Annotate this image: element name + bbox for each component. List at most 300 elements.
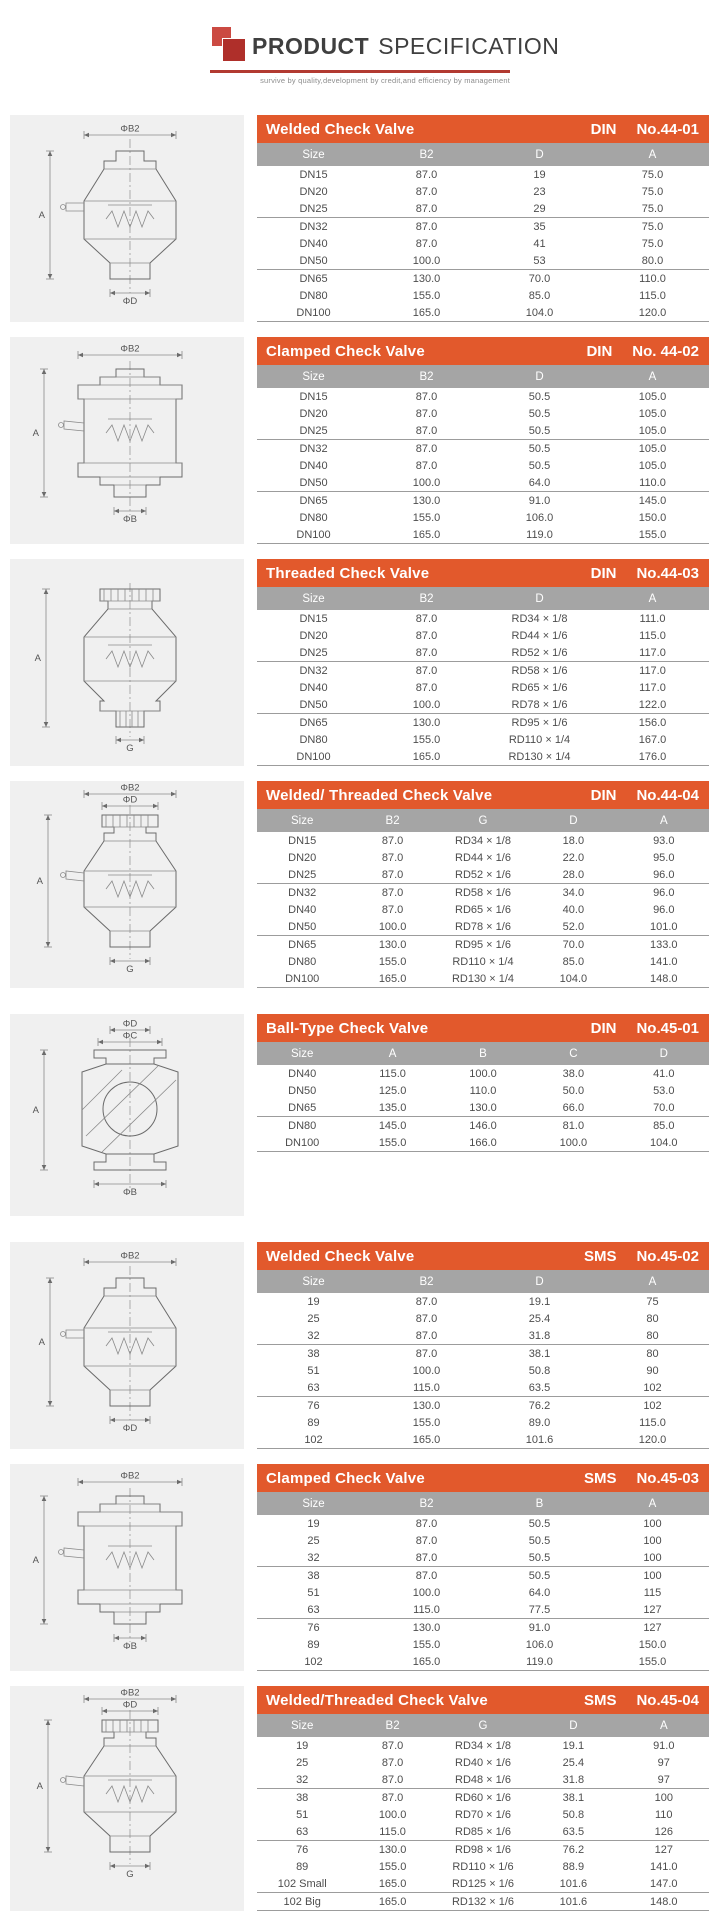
header-row (257, 809, 709, 832)
table-title-bar (257, 1242, 709, 1270)
table-cell: 165.0 (370, 526, 483, 544)
table-row (257, 731, 709, 748)
standard-code: No.44-03 (636, 564, 699, 582)
table-row (257, 866, 709, 884)
table-row (257, 270, 709, 288)
dim-label: A (32, 428, 39, 439)
standard-label: SMS (583, 1691, 617, 1709)
table-row (257, 1397, 709, 1415)
table-cell: DN20 (299, 185, 328, 198)
table-cell: DN100 (257, 970, 347, 988)
spec-section (10, 115, 720, 322)
table-cell: 155.0 (596, 1653, 709, 1671)
table-row (257, 200, 709, 218)
table-row (257, 1601, 709, 1619)
table-cell: 100 (643, 1569, 662, 1582)
tagline: survive by quality,development by credit,and efficiency by management (260, 76, 510, 85)
column-header: A (596, 587, 709, 610)
spec-table (257, 143, 709, 322)
table-cell: 87.0 (415, 1569, 438, 1582)
table-row (257, 457, 709, 474)
table-row (257, 1431, 709, 1449)
table-cell: 102 Small (257, 1875, 347, 1893)
table-cell: 51 (307, 1364, 320, 1377)
table-cell: 87.0 (381, 1739, 404, 1752)
table-cell: RD58 × 1/6 (455, 886, 511, 899)
table-cell: 100.0 (469, 1067, 497, 1080)
table-cell: DN20 (299, 407, 328, 420)
table-cell: 145.0 (378, 1119, 407, 1132)
table-row (257, 679, 709, 696)
table-cell: 25.4 (528, 1312, 551, 1325)
table-cell: 25 (307, 1534, 320, 1547)
dim-label: G (126, 1869, 134, 1880)
standard-code: No.44-04 (636, 786, 699, 804)
table-row (257, 509, 709, 526)
column-header: Size (257, 365, 370, 388)
title-underline (210, 70, 510, 73)
table-cell: 53 (483, 252, 596, 270)
table-row (257, 1117, 709, 1135)
table-row (257, 970, 709, 988)
table-row (257, 405, 709, 422)
table-cell: DN32 (299, 220, 328, 233)
table-row (257, 1379, 709, 1397)
spec-table-panel (257, 1014, 709, 1216)
table-row (257, 714, 709, 732)
table-cell: 104.0 (528, 970, 618, 988)
table-cell: 50.5 (528, 1517, 551, 1530)
table-row (257, 1293, 709, 1310)
table-cell: 105.0 (638, 459, 667, 472)
dimension-line (84, 1251, 176, 1267)
table-cell: DN80 (288, 955, 317, 968)
table-cell: 100 (596, 1549, 709, 1567)
table-cell: 127 (654, 1843, 673, 1856)
table-cell: 91.0 (528, 494, 551, 507)
dim-label: A (32, 1555, 39, 1566)
table-cell: 63 (257, 1823, 347, 1841)
table-cell: 155.0 (378, 955, 407, 968)
table-row (257, 1082, 709, 1099)
table-cell: 106.0 (525, 1638, 554, 1651)
table-cell: 80.0 (596, 252, 709, 270)
valve-drawing (10, 1464, 244, 1666)
valve-drawing (10, 781, 244, 983)
table-cell: 41 (533, 237, 546, 250)
standard-label: SMS (583, 1247, 617, 1265)
table-cell: 70.0 (528, 272, 551, 285)
spec-table-panel (257, 1242, 709, 1449)
table-cell: RD60 × 1/6 (455, 1791, 511, 1804)
table-cell: 87.0 (415, 168, 438, 181)
table-row (257, 1893, 709, 1911)
table-cell: DN100 (257, 1134, 347, 1152)
table-cell: RD98 × 1/6 (455, 1843, 511, 1856)
column-header: Size (257, 1492, 370, 1515)
spec-section (10, 781, 720, 988)
table-cell: RD110 × 1/6 (452, 1860, 514, 1873)
table-cell: DN40 (299, 459, 328, 472)
valve-drawing (10, 115, 244, 317)
table-cell: 87.0 (381, 834, 404, 847)
header-row (257, 1714, 709, 1737)
table-cell: RD95 × 1/6 (455, 938, 511, 951)
table-cell: DN40 (299, 681, 328, 694)
table-cell: 38.1 (562, 1791, 585, 1804)
table-cell: 176.0 (596, 748, 709, 766)
standard-label: DIN (590, 120, 617, 138)
table-cell: DN65 (299, 494, 328, 507)
spec-table (257, 587, 709, 766)
logo-square-dark (222, 38, 245, 61)
table-row (257, 252, 709, 270)
spec-table (257, 1042, 709, 1152)
table-cell: 95.0 (653, 851, 675, 864)
brand-logo-icon (210, 26, 252, 66)
dimension-line (110, 1416, 150, 1434)
table-cell: 150.0 (638, 511, 667, 524)
table-cell: DN20 (299, 629, 328, 642)
column-header: Size (257, 1042, 347, 1065)
table-cell: DN32 (299, 442, 328, 455)
table-cell: 53.0 (653, 1084, 675, 1097)
table-cell: 89 (296, 1860, 309, 1873)
column-header: B2 (347, 809, 437, 832)
spec-table-panel (257, 1686, 709, 1911)
table-cell: 110.0 (596, 474, 709, 492)
spec-table-panel (257, 559, 709, 766)
table-cell: 120.0 (596, 1431, 709, 1449)
table-title: Clamped Check Valve (266, 1469, 425, 1487)
table-cell: 155.0 (412, 511, 441, 524)
column-header: B (483, 1492, 596, 1515)
table-cell: DN40 (288, 1067, 317, 1080)
table-row (257, 235, 709, 252)
table-cell: 89 (307, 1638, 320, 1651)
table-cell: 110.0 (639, 272, 666, 285)
standard-code: No. 44-02 (632, 342, 699, 360)
dimension-line (78, 344, 182, 360)
table-row (257, 832, 709, 849)
table-cell: 100.0 (528, 1134, 618, 1152)
table-cell: RD78 × 1/6 (438, 918, 528, 936)
table-cell: 100 (643, 1517, 662, 1530)
table-cell: 19.1 (562, 1739, 585, 1752)
page-title (252, 33, 559, 60)
table-cell: 100.0 (370, 252, 483, 270)
table-cell: DN65 (299, 272, 328, 285)
table-row (257, 1567, 709, 1585)
table-cell: 89.0 (528, 1416, 551, 1429)
table-cell: DN80 (299, 511, 328, 524)
table-cell: 122.0 (596, 696, 709, 714)
column-header: G (438, 809, 528, 832)
table-cell: 50.5 (528, 459, 551, 472)
table-cell: RD65 × 1/6 (511, 681, 568, 694)
table-cell: DN65 (257, 1099, 347, 1117)
standard-code: No.45-02 (636, 1247, 699, 1265)
dimension-line (110, 1862, 150, 1880)
dimension-line (84, 124, 176, 140)
table-cell: 32 (257, 1327, 370, 1345)
table-cell: 75.0 (641, 220, 664, 233)
table-cell: 85.0 (562, 955, 585, 968)
table-cell: RD85 × 1/6 (438, 1823, 528, 1841)
table-cell: 87.0 (415, 407, 438, 420)
column-header: D (483, 143, 596, 166)
table-cell: DN50 (257, 918, 347, 936)
table-cell: 97 (619, 1771, 709, 1789)
table-cell: 115.0 (347, 1823, 437, 1841)
table-cell: RD44 × 1/6 (455, 851, 511, 864)
table-cell: 63 (257, 1379, 370, 1397)
dim-label: ΦB2 (120, 123, 140, 135)
table-cell: 87.0 (415, 390, 438, 403)
column-header: B2 (370, 143, 483, 166)
table-cell: 165.0 (370, 1431, 483, 1449)
column-header: D (483, 365, 596, 388)
table-row (257, 492, 709, 510)
table-cell: 117.0 (596, 644, 709, 662)
column-header: Size (257, 143, 370, 166)
table-cell: 32 (257, 1549, 370, 1567)
table-cell: 87.0 (415, 237, 438, 250)
table-cell: 23 (533, 185, 546, 198)
dim-label: ΦD (122, 794, 138, 806)
table-cell: 125.0 (378, 1084, 407, 1097)
dim-label: ΦB (123, 1187, 137, 1198)
table-cell: 130.0 (412, 272, 441, 285)
dimension-line (39, 151, 54, 279)
spec-table (257, 365, 709, 544)
table-cell: 148.0 (619, 970, 709, 988)
table-cell: 63.5 (528, 1823, 618, 1841)
table-row (257, 748, 709, 766)
table-cell: DN15 (288, 834, 317, 847)
table-title: Clamped Check Valve (266, 342, 425, 360)
table-cell: 76.2 (562, 1843, 585, 1856)
table-cell: 165.0 (347, 970, 437, 988)
table-cell: 19 (533, 168, 546, 181)
table-cell: 105.0 (638, 442, 667, 455)
table-cell: 29 (483, 200, 596, 218)
table-cell: RD44 × 1/6 (511, 629, 568, 642)
table-cell: 75 (646, 1295, 659, 1308)
table-cell: 75.0 (641, 237, 664, 250)
valve-diagram (10, 1464, 244, 1671)
table-cell: 87.0 (415, 1295, 438, 1308)
table-cell: 97 (657, 1756, 670, 1769)
column-header: A (619, 1714, 709, 1737)
sections-container (0, 115, 720, 1911)
table-cell: 50.0 (562, 1084, 585, 1097)
table-cell: 38 (307, 1569, 320, 1582)
table-cell: 115.0 (370, 1601, 483, 1619)
table-cell: 50.8 (562, 1808, 585, 1821)
table-cell: 135.0 (347, 1099, 437, 1117)
table-cell: 38.1 (528, 1347, 551, 1360)
table-cell: 76.2 (528, 1399, 551, 1412)
table-row (257, 662, 709, 680)
spec-section (10, 559, 720, 766)
table-cell: 119.0 (483, 1653, 596, 1671)
table-cell: DN65 (299, 716, 328, 729)
table-cell: 87.0 (415, 681, 438, 694)
spec-table-panel (257, 781, 709, 988)
table-cell: 89 (307, 1416, 320, 1429)
table-cell: 145.0 (638, 494, 667, 507)
table-cell: 87.0 (347, 866, 437, 884)
table-row (257, 166, 709, 183)
table-cell: 75.0 (596, 200, 709, 218)
table-cell: 165.0 (347, 1875, 437, 1893)
dim-label: ΦB2 (120, 343, 140, 355)
table-cell: 80 (596, 1327, 709, 1345)
table-cell: 76 (307, 1399, 320, 1412)
table-row (257, 627, 709, 644)
dimension-line (116, 736, 144, 754)
column-header: D (528, 1714, 618, 1737)
table-cell: 64.0 (528, 1586, 551, 1599)
table-row (257, 422, 709, 440)
table-cell: 167.0 (638, 733, 667, 746)
table-cell: 100.0 (370, 696, 483, 714)
table-cell: DN25 (257, 422, 370, 440)
table-cell: 130.0 (378, 1843, 407, 1856)
valve-diagram (10, 781, 244, 988)
table-cell: 117.0 (639, 664, 666, 677)
table-row (257, 1099, 709, 1117)
table-cell: 110.0 (469, 1084, 497, 1097)
table-row (257, 1362, 709, 1379)
table-row (257, 1345, 709, 1363)
table-cell: 115 (643, 1586, 662, 1599)
table-cell: 87.0 (415, 1534, 438, 1547)
table-cell: 165.0 (347, 1893, 437, 1911)
table-cell: DN25 (257, 866, 347, 884)
table-title: Ball-Type Check Valve (266, 1019, 429, 1037)
table-cell: 155.0 (412, 1416, 441, 1429)
column-header: A (596, 1492, 709, 1515)
table-cell: 87.0 (381, 1756, 404, 1769)
spec-table (257, 1270, 709, 1449)
standard-label: DIN (590, 786, 617, 804)
table-cell: 117.0 (639, 681, 666, 694)
table-cell: 87.0 (370, 422, 483, 440)
column-header: A (619, 809, 709, 832)
table-row (257, 1532, 709, 1549)
table-row (257, 1823, 709, 1841)
table-cell: 19 (307, 1295, 320, 1308)
table-cell: 130.0 (378, 938, 407, 951)
table-cell: 101.0 (619, 918, 709, 936)
header-row (257, 587, 709, 610)
table-cell: 90 (646, 1364, 659, 1377)
spec-table-panel (257, 337, 709, 544)
column-header: B2 (370, 587, 483, 610)
table-cell: DN100 (257, 304, 370, 322)
table-cell: 50.5 (528, 1534, 551, 1547)
table-cell: 51 (296, 1808, 309, 1821)
valve-diagram (10, 1014, 244, 1216)
table-cell: DN80 (299, 289, 328, 302)
table-cell: 101.6 (528, 1875, 618, 1893)
table-cell: RD130 × 1/4 (483, 748, 596, 766)
dim-label: A (32, 1105, 39, 1116)
table-cell: 147.0 (619, 1875, 709, 1893)
table-cell: 87.0 (370, 1327, 483, 1345)
table-cell: 19 (296, 1739, 309, 1752)
table-cell: 130.0 (438, 1099, 528, 1117)
table-cell: 32 (257, 1771, 347, 1789)
table-cell: DN50 (257, 252, 370, 270)
page-title-rest: SPECIFICATION (378, 32, 560, 59)
table-row (257, 304, 709, 322)
column-header: C (528, 1042, 618, 1065)
table-cell: 127 (643, 1621, 662, 1634)
dim-label: G (126, 743, 134, 754)
spec-section (10, 1686, 720, 1911)
table-cell: 66.0 (528, 1099, 618, 1117)
table-cell: 110 (655, 1808, 673, 1821)
dim-label: A (34, 653, 41, 664)
spec-table (257, 809, 709, 988)
table-cell: 119.0 (483, 526, 596, 544)
dimension-line (37, 1720, 52, 1852)
table-cell: DN25 (257, 200, 370, 218)
table-cell: 106.0 (525, 511, 554, 524)
table-row (257, 953, 709, 970)
table-cell: 156.0 (638, 716, 667, 729)
table-cell: 31.8 (483, 1327, 596, 1345)
table-cell: 96.0 (619, 866, 709, 884)
table-row (257, 884, 709, 902)
table-cell: 102 (596, 1379, 709, 1397)
table-cell: 70.0 (619, 1099, 709, 1117)
table-cell: 105.0 (596, 422, 709, 440)
dim-label: ΦB (123, 1641, 137, 1652)
table-cell: 88.9 (562, 1860, 585, 1873)
table-row (257, 1754, 709, 1771)
column-header: B (438, 1042, 528, 1065)
table-cell: 77.5 (483, 1601, 596, 1619)
table-row (257, 1619, 709, 1637)
table-cell: 100.0 (412, 1364, 441, 1377)
valve-diagram (10, 559, 244, 766)
table-cell: 148.0 (619, 1893, 709, 1911)
table-cell: 150.0 (638, 1638, 667, 1651)
column-header: B2 (370, 365, 483, 388)
table-cell: DN40 (299, 237, 328, 250)
standard-label: DIN (590, 564, 617, 582)
header-row (257, 143, 709, 166)
dim-label: ΦB2 (120, 782, 140, 794)
dim-label: G (126, 964, 134, 975)
spec-section (10, 1242, 720, 1449)
standard-label: SMS (583, 1469, 617, 1487)
table-row (257, 1841, 709, 1859)
table-cell: RD34 × 1/8 (455, 834, 511, 847)
table-row (257, 610, 709, 627)
table-cell: RD40 × 1/6 (455, 1756, 511, 1769)
table-cell: 141.0 (650, 955, 678, 968)
table-cell: 63.5 (483, 1379, 596, 1397)
table-cell: 87.0 (415, 1517, 438, 1530)
table-cell: 166.0 (438, 1134, 528, 1152)
table-row (257, 1636, 709, 1653)
page-header (210, 26, 560, 85)
